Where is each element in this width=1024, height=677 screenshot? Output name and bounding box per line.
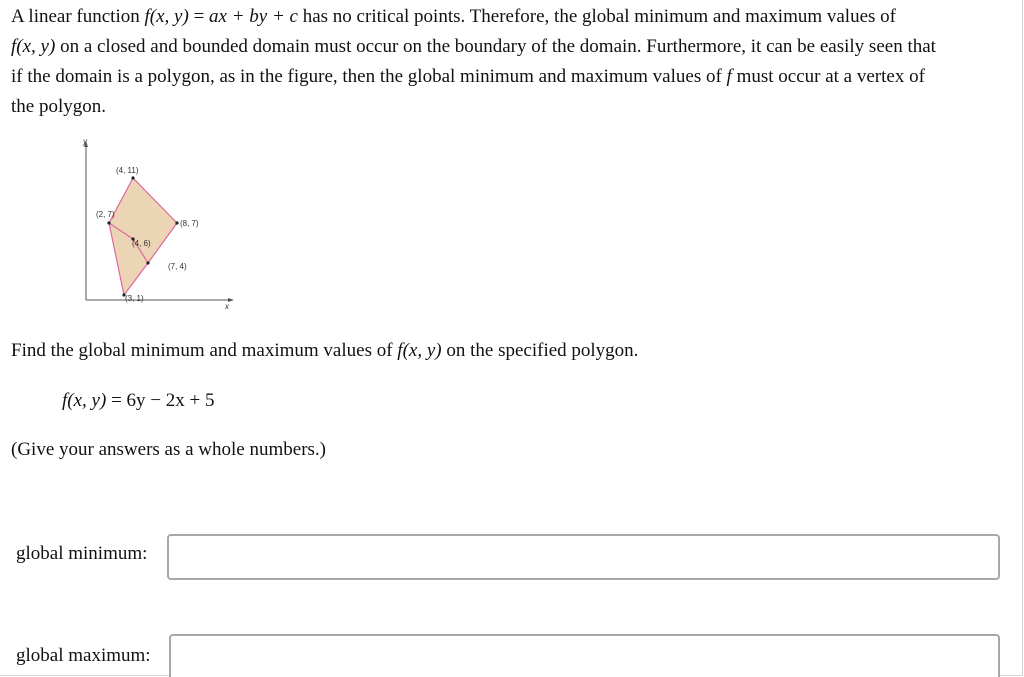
intro-text: A linear function (11, 6, 145, 27)
vertex-label: (4, 6) (132, 239, 151, 248)
intro-paragraph (11, 2, 1011, 122)
intro-text: must occur at a vertex of (731, 66, 925, 87)
function-formula (62, 390, 214, 412)
intro-line-2 (11, 32, 1011, 62)
vertex-label: (4, 11) (116, 166, 139, 175)
vertex-label: (3, 1) (125, 294, 144, 303)
polygon-figure (80, 135, 240, 315)
vertex-label: (7, 4) (168, 262, 187, 271)
polygon-region (109, 178, 177, 295)
polygon-diagram (80, 135, 240, 315)
y-axis-label: y (83, 137, 87, 146)
math-fxy: f(x, y) (397, 340, 442, 361)
vertex-point (131, 176, 134, 179)
math-fxy: f(x, y) (11, 36, 56, 57)
math-linear-expr: ax + by + c (209, 6, 298, 27)
vertex-point (146, 261, 149, 264)
intro-line-3 (11, 62, 1011, 92)
x-axis-label: x (225, 302, 229, 311)
question-text-part: Find the global minimum and maximum values of (11, 340, 398, 361)
vertex-label: (8, 7) (180, 219, 199, 228)
global-maximum-input[interactable] (169, 634, 1000, 677)
math-fxy: f(x, y) (144, 6, 189, 27)
intro-text: if the domain is a polygon, as in the figure, then the global minimum and maximum values of (11, 66, 727, 87)
global-maximum-label: global maximum: (16, 645, 151, 666)
intro-text: = (188, 6, 210, 27)
intro-line-1 (11, 2, 1011, 32)
global-minimum-input[interactable] (167, 534, 1000, 580)
vertex-point (107, 221, 110, 224)
formula-rhs: = 6y − 2x + 5 (106, 390, 215, 411)
question-text (11, 340, 638, 362)
vertex-label: (2, 7) (96, 210, 115, 219)
question-text-part: on the specified polygon. (441, 340, 639, 361)
intro-text: on a closed and bounded domain must occur on the boundary of the domain. Furthermore, it can be easily seen that (55, 36, 936, 57)
intro-text: has no critical points. Therefore, the global minimum and maximum values of (297, 6, 896, 27)
intro-line-4: the polygon. (11, 96, 106, 117)
instruction-note: (Give your answers as a whole numbers.) (11, 439, 326, 460)
vertex-point (175, 221, 178, 224)
math-f: f (726, 66, 732, 87)
global-minimum-label: global minimum: (16, 543, 148, 564)
math-fxy: f(x, y) (62, 390, 107, 411)
